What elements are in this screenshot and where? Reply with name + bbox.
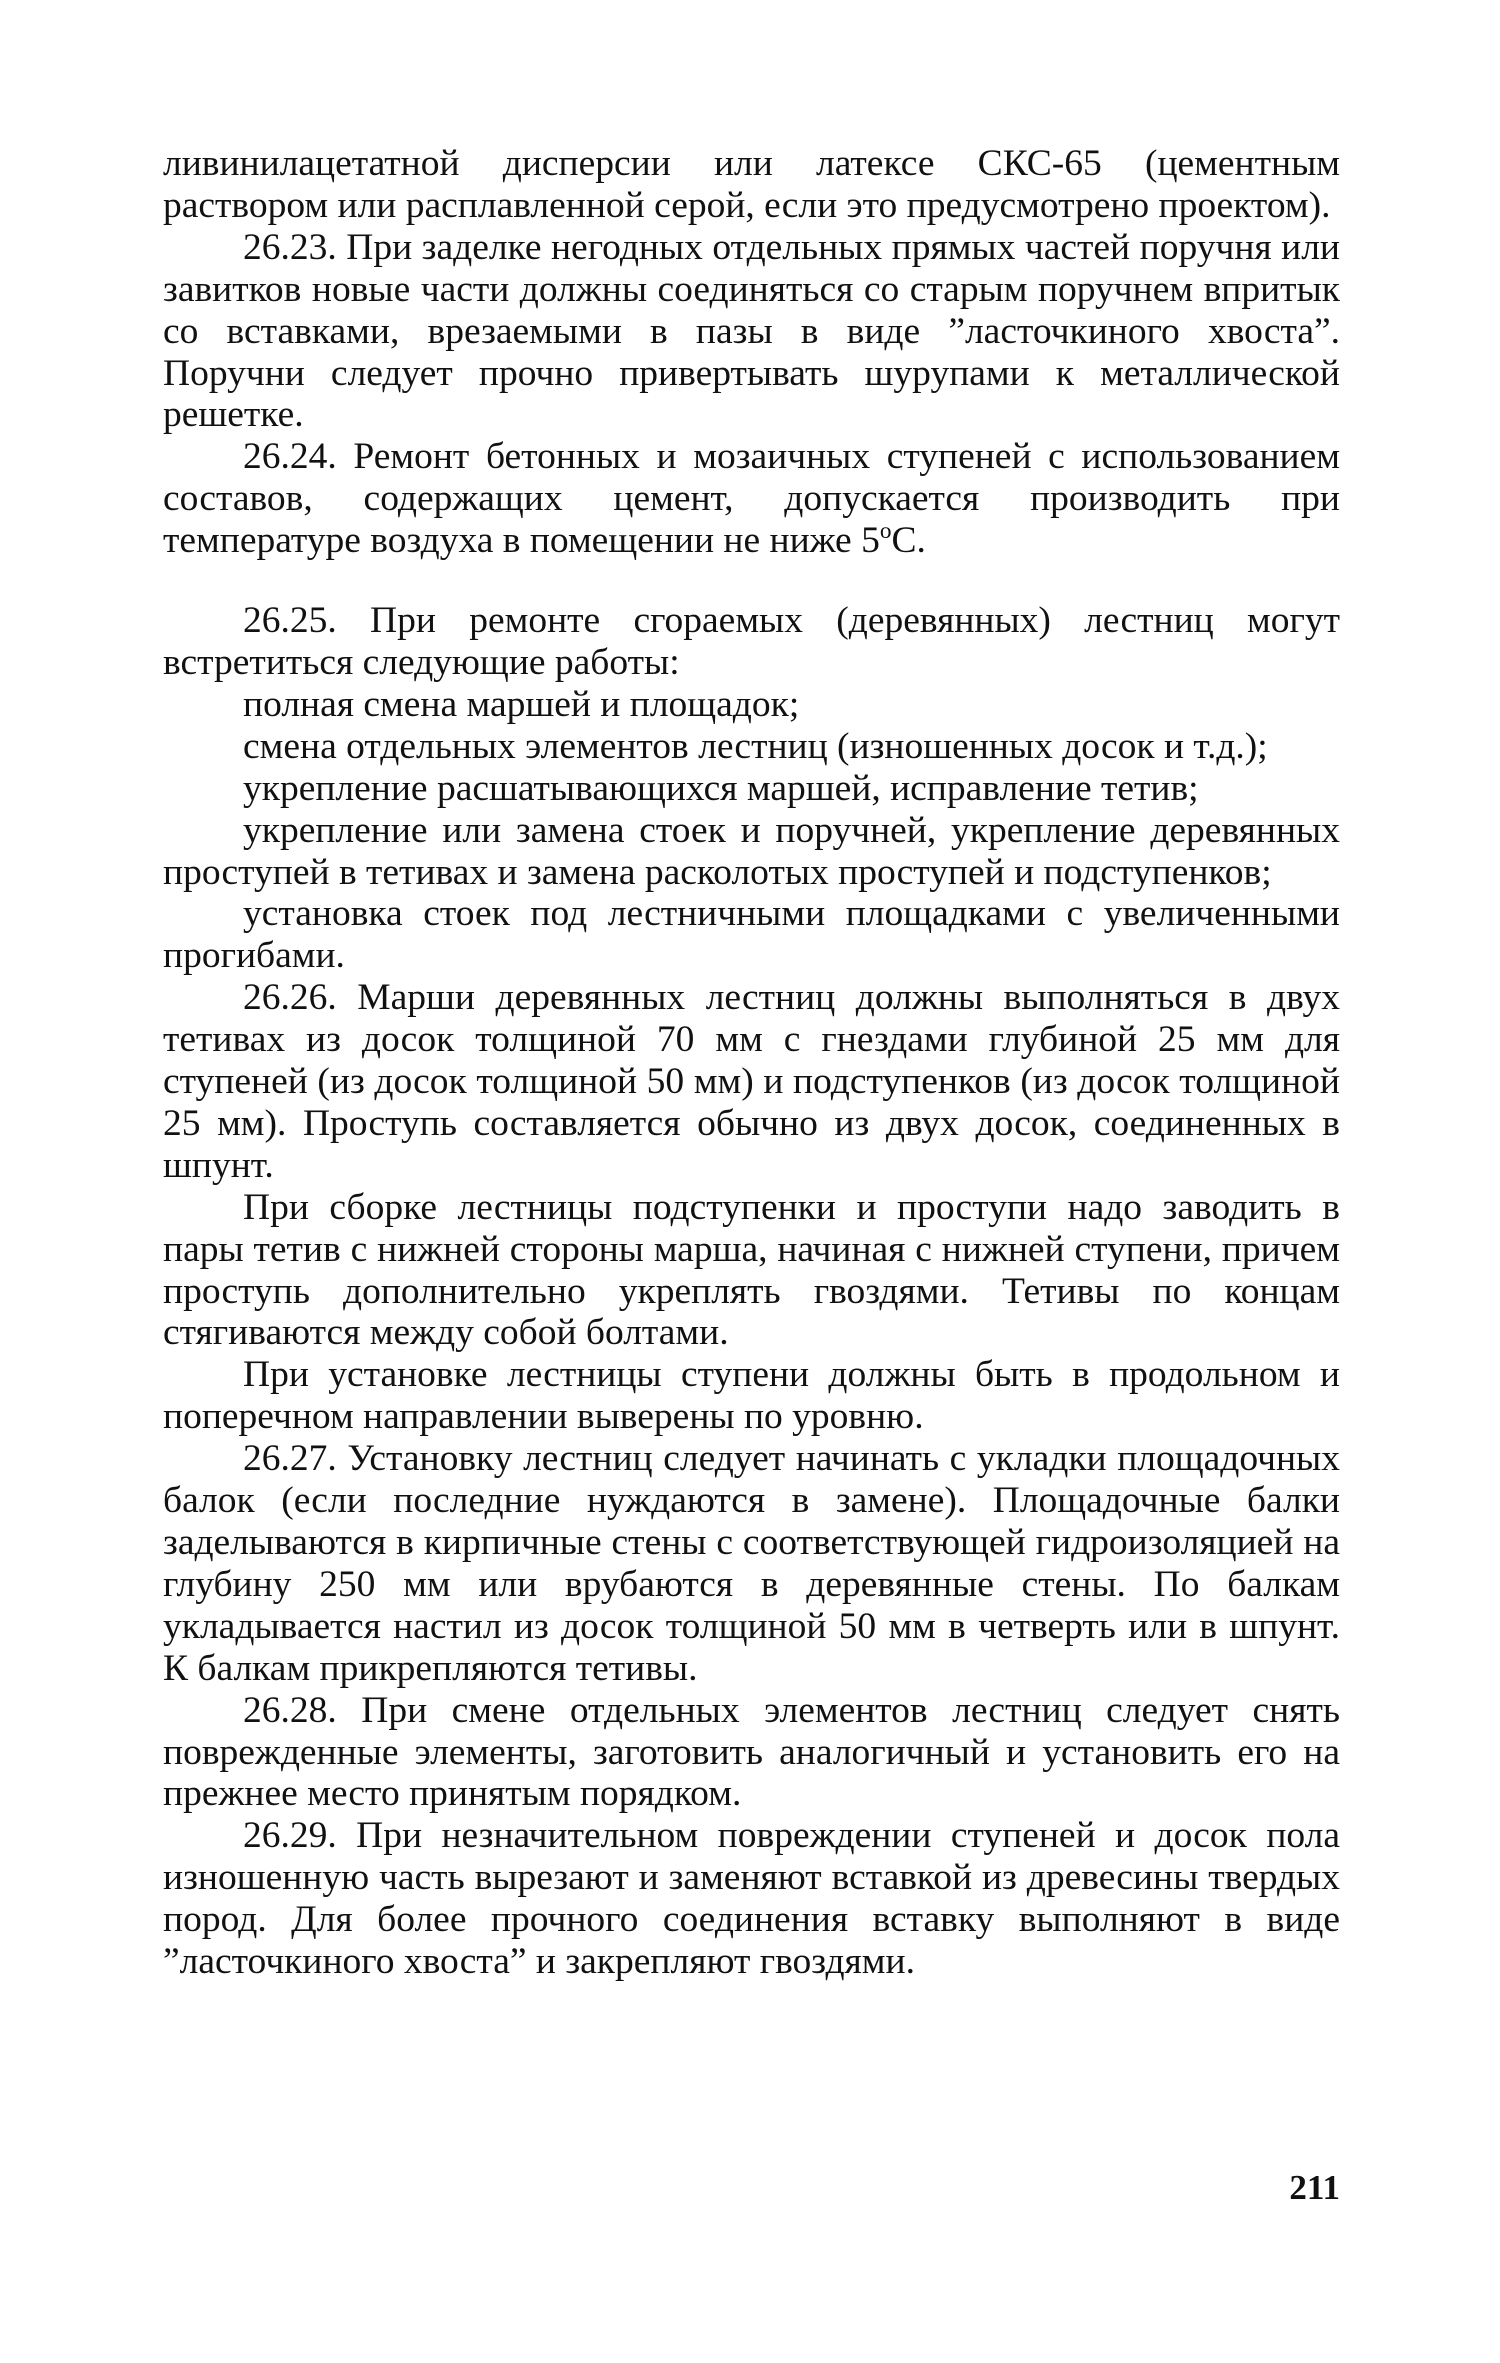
paragraph-26-29: 26.29. При незначительном повреждении ступеней и досок пола изношенную часть вырезают и заменяют вставкой из древесины твердых пород. Для более прочного соединения вставку выполняют в виде ”ласточкиного хвоста” и закрепляют гвоздями. — [163, 1815, 1340, 1983]
paragraph-26-24-text: 26.24. Ремонт бетонных и мозаичных ступеней с использованием составов, содержащих цемент, допускается производить при температуре воздуха в помещении не ниже 5 — [163, 436, 1340, 562]
work-item-4: укрепление или замена стоек и поручней, укрепление деревянных проступей в тетивах и замена расколотых проступей и подступенков; — [163, 809, 1340, 893]
paragraph-26-28: 26.28. При смене отдельных элементов лестниц следует снять поврежденные элементы, заготовить аналогичный и установить его на прежнее место принятым порядком. — [163, 1689, 1340, 1815]
degree-superscript: о — [879, 518, 892, 545]
work-item-3: укрепление расшатывающихся маршей, исправление тетив; — [243, 767, 1199, 809]
page-number: 211 — [1289, 2168, 1340, 2207]
paragraph-26-24 — [163, 436, 1340, 562]
paragraph-26-23: 26.23. При заделке негодных отдельных прямых частей поручня или завитков новые части должны соединяться со старым поручнем впритык со вставками, врезаемыми в пазы в виде ”ласточкиного хвоста”. Поручни следует прочно привертывать шурупами к металлической решетке. — [163, 226, 1340, 436]
body-text — [163, 143, 1340, 1983]
paragraph-26-26: 26.26. Марши деревянных лестниц должны выполняться в двух тетивах из досок толщиной 70 мм с гнездами глубиной 25 мм для ступеней (из досок толщиной 50 мм) и подступенков (из досок толщиной 25 мм). Проступь составляется обычно из двух досок, соединенных в шпунт. — [163, 977, 1340, 1186]
celsius-letter: С. — [891, 520, 926, 562]
paragraph-26-27: 26.27. Установку лестниц следует начинать с укладки площадочных балок (если последние нуждаются в замене). Площадочные балки заделываются в кирпичные стены с соответствующей гидроизоляцией на глубину 250 мм или врубаются в деревянные стены. По балкам укладывается настил из досок толщиной 50 мм в четверть или в шпунт. К балкам прикрепляются тетивы. — [163, 1438, 1340, 1689]
paragraph-installation: При установке лестницы ступени должны быть в продольном и поперечном направлении выверены по уровню. — [163, 1354, 1340, 1438]
paragraph-assembly: При сборке лестницы подступенки и проступи надо заводить в пары тетив с нижней стороны марша, начиная с нижней ступени, причем проступь дополнительно укреплять гвоздями. Тетивы по концам стягиваются между собой болтами. — [163, 1186, 1340, 1354]
work-item-5: установка стоек под лестничными площадками с увеличенными прогибами. — [163, 893, 1340, 977]
work-item-2: смена отдельных элементов лестниц (изношенных досок и т.д.); — [243, 725, 1268, 767]
paragraph-continuation: ливинилацетатной дисперсии или латексе СКС-65 (цементным раствором или расплавленной серой, если это предусмотрено проектом). — [163, 143, 1340, 226]
paragraph-26-25: 26.25. При ремонте сгораемых (деревянных) лестниц могут встретиться следующие работы: — [163, 600, 1340, 683]
work-item-1: полная смена маршей и площадок; — [243, 683, 800, 725]
